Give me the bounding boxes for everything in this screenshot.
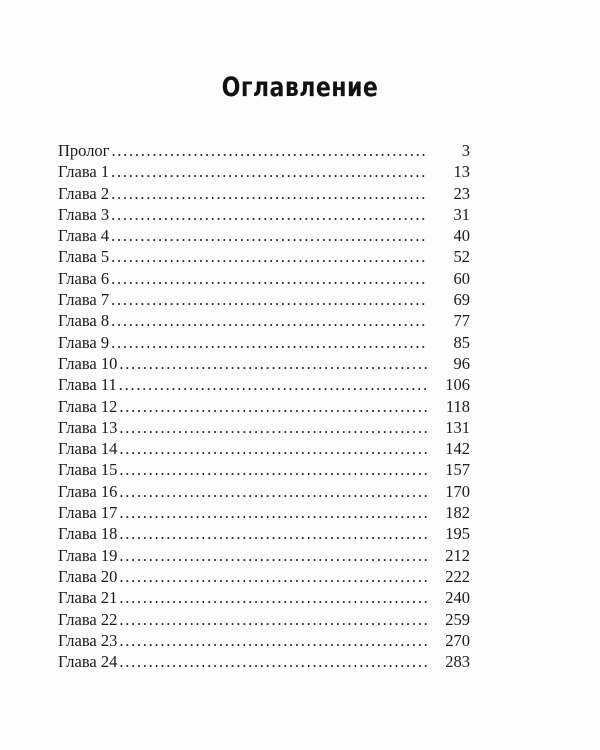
toc-dot-leader — [119, 609, 428, 630]
toc-dot-leader — [119, 502, 428, 523]
toc-entry-label: Глава 10 — [58, 353, 118, 373]
page-title: Оглавление — [221, 72, 379, 103]
toc-entry — [58, 332, 470, 353]
toc-entry-label: Глава 14 — [58, 439, 118, 459]
toc-dot-leader — [119, 545, 428, 566]
toc-entry — [58, 161, 470, 182]
toc-dot-leader — [111, 310, 428, 331]
toc-entry-page-number: 69 — [453, 290, 470, 310]
toc-entry-label: Глава 15 — [58, 460, 118, 480]
toc-entry-label: Глава 9 — [58, 332, 110, 352]
toc-entry — [58, 566, 470, 587]
toc-entry — [58, 353, 470, 374]
toc-entry-page-number: 106 — [445, 375, 470, 395]
toc-entry-page-number: 13 — [453, 162, 470, 182]
toc-entry — [58, 651, 470, 672]
toc-entry — [58, 502, 470, 523]
toc-entry-page-number: 3 — [461, 141, 470, 160]
toc-dot-leader — [119, 651, 428, 672]
toc-entry-page-number: 77 — [453, 311, 470, 331]
toc-entry-label: Глава 5 — [58, 247, 110, 267]
toc-entry-page-number: 142 — [445, 439, 470, 459]
toc-entry-page-number: 259 — [445, 609, 470, 629]
toc-entry — [58, 609, 470, 630]
toc-entry — [58, 310, 470, 331]
toc-entry-page-number: 118 — [445, 396, 470, 416]
toc-entry-page-number: 270 — [445, 630, 470, 650]
toc-entry-page-number: 60 — [453, 268, 470, 288]
toc-entry-label: Глава 17 — [58, 503, 118, 523]
toc-dot-leader — [119, 438, 428, 459]
toc-entry-label: Глава 4 — [58, 226, 110, 246]
toc-entry-page-number: 31 — [453, 204, 470, 224]
toc-entry-label: Глава 22 — [58, 609, 118, 629]
toc-entry-label: Глава 1 — [58, 162, 110, 182]
toc-entry — [58, 204, 470, 225]
toc-entry — [58, 459, 470, 480]
toc-entry-label: Глава 20 — [58, 566, 118, 586]
table-of-contents — [58, 140, 470, 672]
toc-dot-leader — [119, 587, 428, 608]
toc-entry-label: Глава 23 — [58, 630, 118, 650]
toc-entry-label: Глава 19 — [58, 545, 118, 565]
toc-entry-page-number: 283 — [445, 652, 470, 672]
toc-entry — [58, 183, 470, 204]
toc-dot-leader — [119, 396, 428, 417]
toc-entry-page-number: 96 — [453, 353, 470, 373]
toc-entry-page-number: 222 — [445, 566, 470, 586]
toc-entry-page-number: 40 — [453, 226, 470, 246]
toc-entry-label: Глава 13 — [58, 417, 118, 437]
toc-dot-leader — [119, 459, 428, 480]
toc-entry-page-number: 182 — [445, 503, 470, 523]
toc-entry-label: Глава 6 — [58, 268, 110, 288]
toc-entry-page-number: 85 — [453, 332, 470, 352]
toc-dot-leader — [119, 630, 428, 651]
toc-dot-leader — [119, 353, 428, 374]
toc-entry — [58, 396, 470, 417]
toc-entry — [58, 523, 470, 544]
toc-dot-leader — [119, 417, 428, 438]
toc-entry-page-number: 23 — [453, 183, 470, 203]
toc-entry — [58, 481, 470, 502]
toc-entry-label: Глава 12 — [58, 396, 118, 416]
toc-dot-leader — [119, 481, 428, 502]
toc-entry — [58, 225, 470, 246]
toc-entry-page-number: 240 — [445, 588, 470, 608]
toc-dot-leader — [111, 268, 428, 289]
toc-dot-leader — [119, 374, 428, 395]
toc-entry-label: Глава 21 — [58, 588, 118, 608]
toc-entry-page-number: 52 — [453, 247, 470, 267]
toc-dot-leader — [111, 332, 428, 353]
toc-entry — [58, 246, 470, 267]
toc-entry-label: Глава 3 — [58, 204, 110, 224]
toc-entry-label: Пролог — [58, 141, 110, 160]
toc-dot-leader — [111, 289, 428, 310]
toc-dot-leader — [111, 225, 428, 246]
toc-dot-leader — [111, 161, 428, 182]
toc-entry-label: Глава 18 — [58, 524, 118, 544]
toc-dot-leader — [111, 140, 428, 161]
toc-dot-leader — [119, 566, 428, 587]
toc-entry — [58, 630, 470, 651]
toc-entry-label: Глава 2 — [58, 183, 110, 203]
toc-entry — [58, 587, 470, 608]
toc-entry — [58, 268, 470, 289]
toc-dot-leader — [111, 204, 428, 225]
toc-entry — [58, 417, 470, 438]
toc-entry — [58, 374, 470, 395]
toc-entry-label: Глава 11 — [58, 375, 117, 395]
toc-dot-leader — [119, 523, 428, 544]
toc-entry-label: Глава 7 — [58, 290, 110, 310]
toc-entry-page-number: 212 — [445, 545, 470, 565]
toc-entry-label: Глава 24 — [58, 652, 118, 672]
toc-dot-leader — [111, 183, 428, 204]
toc-entry — [58, 545, 470, 566]
toc-entry-page-number: 170 — [445, 481, 470, 501]
toc-entry-label: Глава 8 — [58, 311, 110, 331]
toc-dot-leader — [111, 246, 428, 267]
toc-entry-page-number: 195 — [445, 524, 470, 544]
toc-entry-page-number: 157 — [445, 460, 470, 480]
toc-entry — [58, 289, 470, 310]
toc-entry-label: Глава 16 — [58, 481, 118, 501]
toc-entry — [58, 140, 470, 161]
toc-entry-page-number: 131 — [445, 417, 470, 437]
toc-entry — [58, 438, 470, 459]
